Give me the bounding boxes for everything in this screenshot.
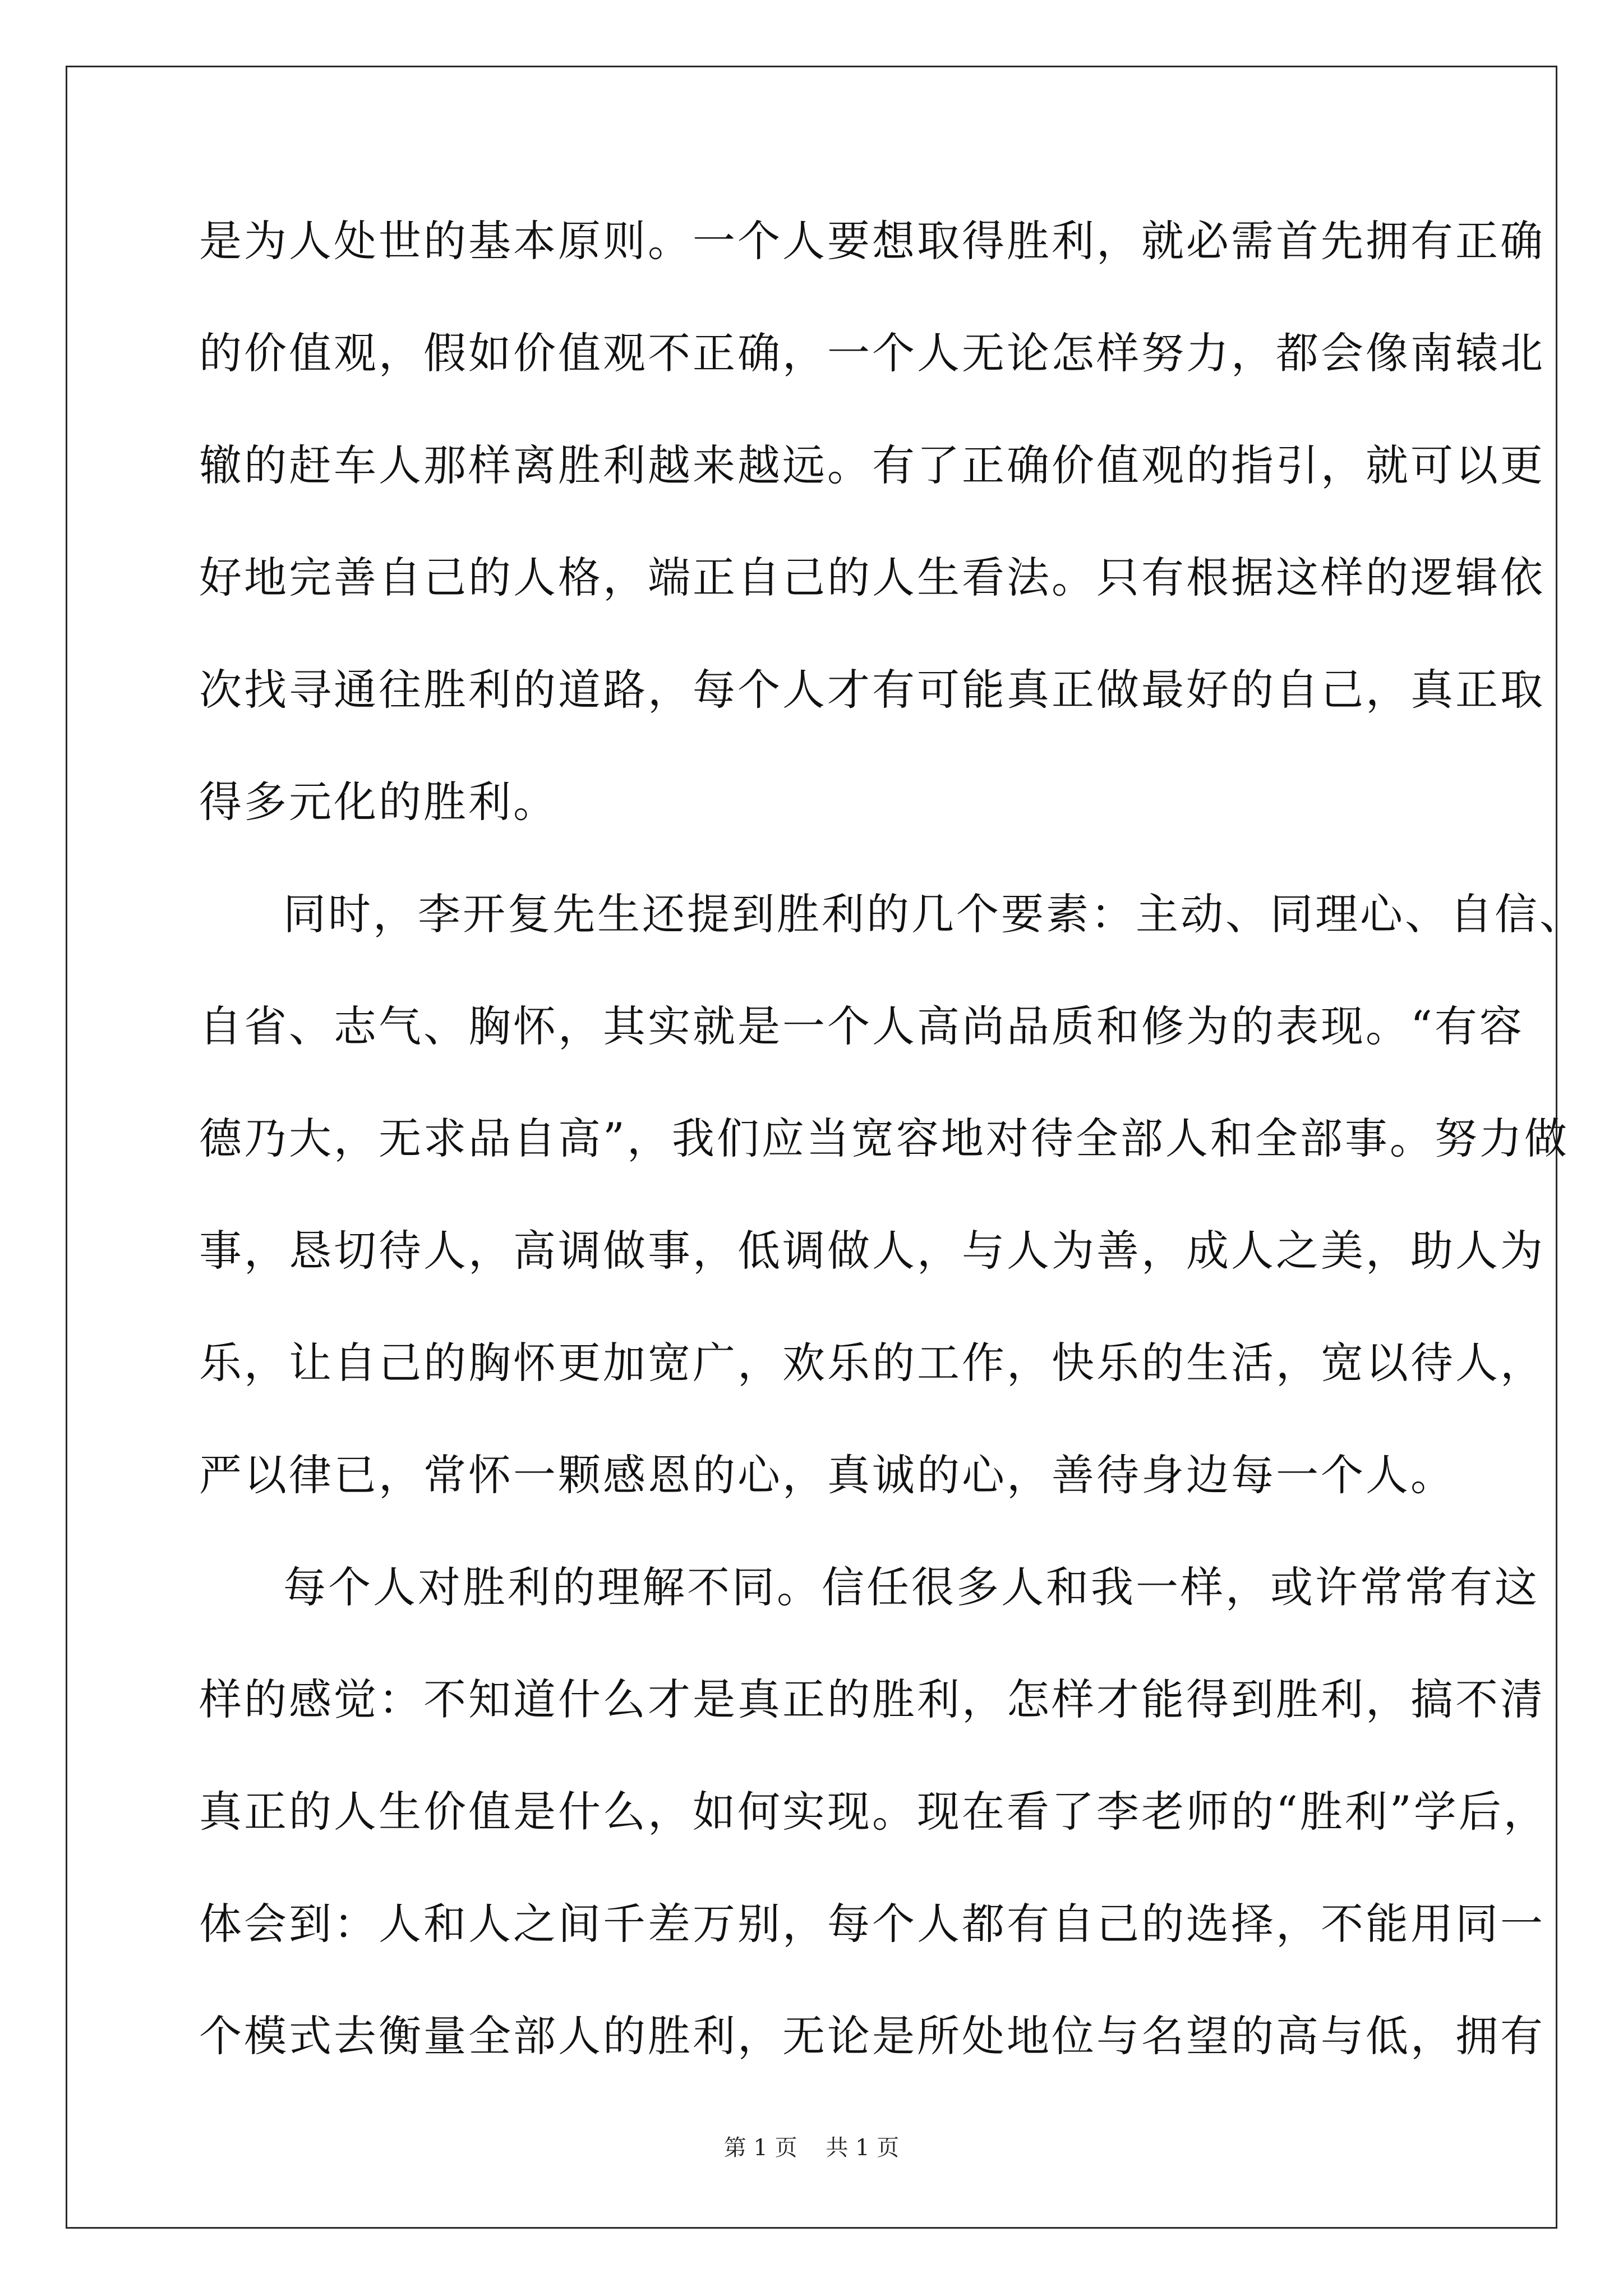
text-line: 乐，让自己的胸怀更加宽广，欢乐的工作，快乐的生活，宽以待人， — [199, 1338, 1545, 1388]
text-line: 次找寻通往胜利的道路，每个人才有可能真正做最好的自己，真正取 — [199, 665, 1545, 715]
text-line: 样的感觉：不知道什么才是真正的胜利，怎样才能得到胜利，搞不清 — [199, 1674, 1545, 1724]
text-line: 得多元化的胜利。 — [199, 777, 558, 827]
text-line: 个模式去衡量全部人的胜利，无论是所处地位与名望的高与低，拥有 — [199, 2011, 1545, 2061]
text-line: 好地完善自己的人格，端正自己的人生看法。只有根据这样的逻辑依 — [199, 553, 1545, 602]
text-line: 是为人处世的基本原则。一个人要想取得胜利，就必需首先拥有正确 — [199, 216, 1545, 266]
text-line: 体会到：人和人之间千差万别，每个人都有自己的选择，不能用同一 — [199, 1899, 1545, 1949]
text-line: 同时，李开复先生还提到胜利的几个要素：主动、同理心、自信、 — [283, 889, 1584, 939]
text-line: 辙的赶车人那样离胜利越来越远。有了正确价值观的指引，就可以更 — [199, 440, 1545, 490]
text-line: 德乃大，无求品自高”，我们应当宽容地对待全部人和全部事。努力做 — [199, 1114, 1569, 1163]
text-line: 每个人对胜利的理解不同。信任很多人和我一样，或许常常有这 — [283, 1562, 1539, 1612]
document-body — [199, 213, 1584, 2120]
text-line: 自省、志气、胸怀，其实就是一个人高尚品质和修为的表现。“有容 — [199, 1001, 1524, 1051]
text-line: 事，恳切待人，高调做事，低调做人，与人为善，成人之美，助人为 — [199, 1226, 1545, 1276]
page-footer: 第 1 页 共 1 页 — [723, 2135, 900, 2161]
text-line: 真正的人生价值是什么，如何实现。现在看了李老师的“胜利”学后， — [199, 1787, 1548, 1837]
text-line: 严以律已，常怀一颗感恩的心，真诚的心，善待身边每一个人。 — [199, 1450, 1455, 1500]
text-line: 的价值观，假如价值观不正确，一个人无论怎样努力，都会像南辕北 — [199, 328, 1545, 378]
